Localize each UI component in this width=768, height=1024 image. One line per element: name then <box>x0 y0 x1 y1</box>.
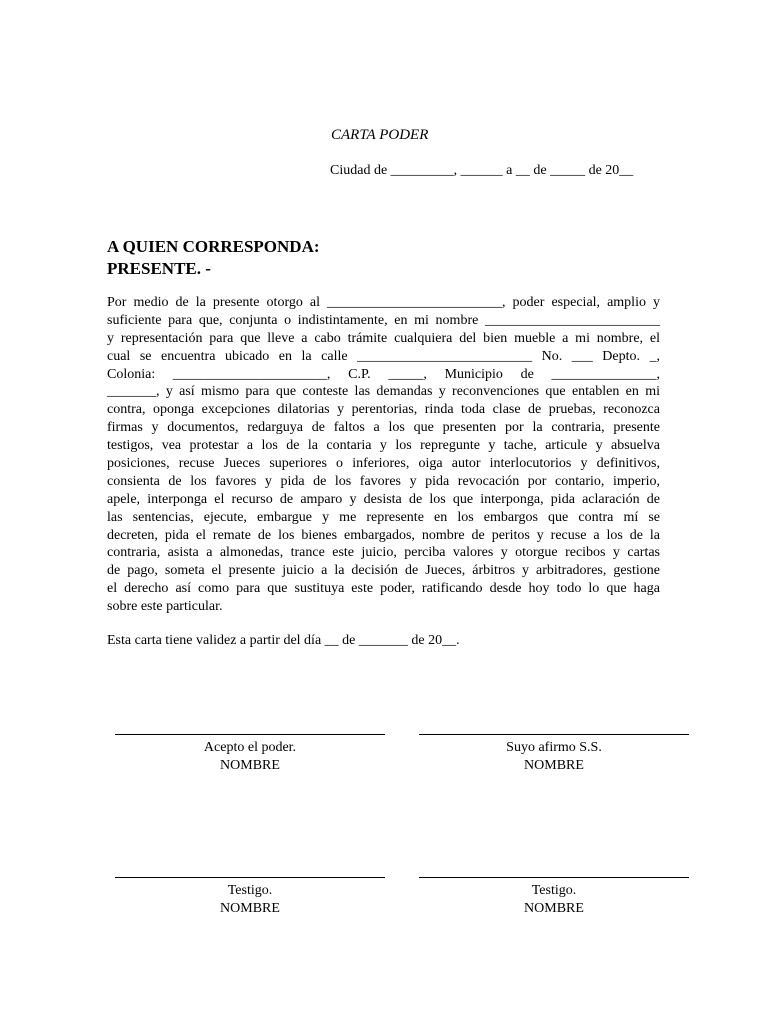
signature-caption: Testigo. <box>227 883 273 898</box>
validity-line: Esta carta tiene validez a partir del día __ de _______ de 20__. <box>107 633 460 648</box>
body-line: sobre este particular. <box>107 599 223 615</box>
body-line: suficiente para que, conjunta o indistintamente, en mi nombre _________________________ <box>107 312 660 328</box>
signature-caption: Suyo afirmo S.S. <box>506 740 602 755</box>
salutation-line-1: A QUIEN CORRESPONDA: <box>107 237 320 256</box>
body-line: y representación para que lleve a cabo trámite cualquiera del bien mueble a mi nombre, el <box>107 330 660 346</box>
body-line: contra, oponga excepciones dilatorias y perentorias, rinda toda clase de pruebas, reconozca <box>107 402 660 418</box>
document-title: CARTA PODER <box>331 127 429 143</box>
city-date-line: Ciudad de _________, ______ a __ de _____ de 20__ <box>330 163 634 178</box>
body-line: las sentencias, ejecute, embargue y me represente en los embargos que contra mí se <box>107 509 660 525</box>
signature-line <box>115 734 385 735</box>
body-line: testigos, vea protestar a los de la contaria y los repregunte y tache, articule y absuelva <box>107 438 660 454</box>
signature-block-testigo-1 <box>114 877 386 918</box>
signature-block-suyo-afirmo <box>418 734 690 775</box>
signature-name: NOMBRE <box>524 758 584 773</box>
signature-block-testigo-2 <box>418 877 690 918</box>
signature-name: NOMBRE <box>220 758 280 773</box>
signature-line <box>115 877 385 878</box>
body-line: Colonia: ______________________, C.P. _____, Municipio de _______________, <box>107 366 660 382</box>
body-line: consienta de los favores y pida de los favores y pida revocación por contario, imperio, <box>107 473 660 489</box>
body-paragraph <box>107 294 660 616</box>
body-line: de pago, someta el presente juicio a la decisión de Jueces, árbitros y arbitradores, gestione <box>107 563 660 579</box>
salutation <box>107 236 320 280</box>
body-line: apele, interponga el recurso de amparo y desista de los que interponga, pida aclaración de <box>107 491 660 507</box>
body-line: decreten, pida el remate de los bienes embargados, nombre de peritos y recuse a los de la <box>107 527 660 543</box>
body-line: contraria, asista a almonedas, trance este juicio, perciba valores y otorgue recibos y cartas <box>107 545 660 561</box>
signature-caption: Acepto el poder. <box>203 740 297 755</box>
body-line: cual se encuentra ubicado en la calle _________________________ No. ___ Depto. _, <box>107 348 660 364</box>
body-line: _______, y así mismo para que conteste las demandas y reconvenciones que entablen en mi <box>107 384 660 400</box>
signature-block-acepto <box>114 734 386 775</box>
body-line: posiciones, recuse Jueces superiores o inferiores, oiga autor interlocutorios y definitivos, <box>107 456 660 472</box>
salutation-line-2: PRESENTE. - <box>107 259 211 278</box>
signature-line <box>419 734 689 735</box>
signature-name: NOMBRE <box>524 901 584 916</box>
body-line: el derecho así como para que sustituya este poder, ratificando desde hoy todo lo que haga <box>107 581 660 597</box>
signature-name: NOMBRE <box>220 901 280 916</box>
body-line: Por medio de la presente otorgo al _________________________, poder especial, amplio y <box>107 295 660 310</box>
body-line: firmas y documentos, redarguya de faltos a los que presenten por la contraria, presente <box>107 420 660 436</box>
signature-caption: Testigo. <box>531 883 577 898</box>
signature-line <box>419 877 689 878</box>
